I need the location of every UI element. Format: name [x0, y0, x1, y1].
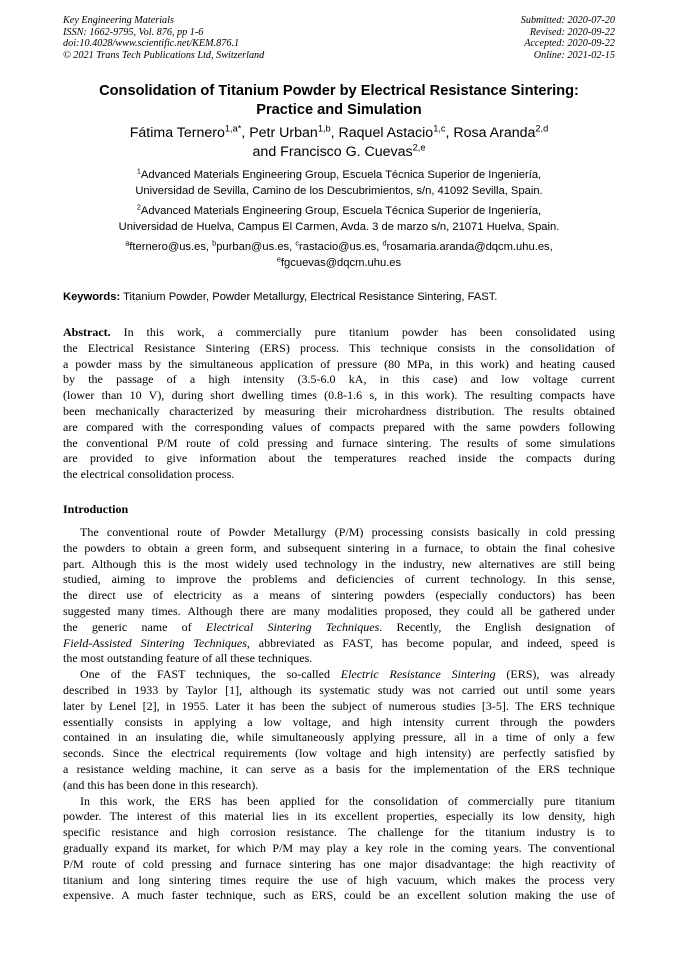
author-line — [40, 143, 638, 162]
email-line — [40, 239, 638, 255]
abstract-text: In this work, a commercially pure titanium powder has been consolidated using — [123, 325, 615, 339]
abstract-line: are provided to give information about the temperatures reached inside the compacts during — [63, 451, 615, 466]
paper-title — [40, 82, 638, 120]
affiliation-1 — [40, 167, 638, 199]
section-heading-introduction: Introduction — [63, 502, 129, 516]
affiliation-2 — [40, 203, 638, 235]
journal-issn: ISSN: 1662-9795, Vol. 876, pp 1-6 — [63, 26, 204, 38]
keywords-label: Keywords: — [63, 291, 121, 303]
date-online: Online: 2021-02-15 — [533, 49, 615, 61]
affiliation-text: Advanced Materials Engineering Group, Escuela Técnica Superior de Ingeniería, — [140, 169, 542, 181]
author-name: Petr Urban — [249, 125, 318, 141]
emphasis-text: Electric Resistance Sintering — [340, 667, 496, 682]
abstract-line: the conventional P/M route of cold pressing and furnace sintering. The results of some simulations — [63, 435, 615, 450]
email-mark: b — [212, 238, 217, 248]
body-line: essentially consists in applying a low voltage, and high intensity current through the powders — [63, 714, 615, 729]
email-address[interactable]: rastacio@us.es, — [299, 241, 383, 253]
author-affil-mark: 2,d — [535, 123, 549, 134]
body-text: , abbreviated as FAST, has become popular, and indeed, speed is — [246, 635, 615, 650]
email-mark: a — [125, 238, 130, 248]
affiliation-line — [40, 203, 638, 219]
email-address[interactable]: purban@us.es, — [216, 241, 296, 253]
author-affil-mark: 1,c — [433, 123, 446, 134]
journal-header-right — [521, 15, 615, 61]
emphasis-text: Field-Assisted Sintering Techniques — [63, 635, 247, 650]
body-line: specific resistance and high corrosion resistance. The challenge for the titanium industry is to — [63, 825, 615, 840]
journal-copyright: © 2021 Trans Tech Publications Ltd, Switzerland — [63, 49, 265, 61]
body-line: suggested many times. Although there are many modalities proposed, they could all be gathered under — [63, 603, 615, 618]
body-line: seconds. Since the electrical requirements (low voltage and high intensity) are perfectly satisfied by — [63, 746, 615, 761]
keywords-text: Titanium Powder, Powder Metallurgy, Electrical Resistance Sintering, FAST. — [123, 291, 498, 303]
author-separator: , — [445, 125, 454, 141]
affiliation-text: Advanced Materials Engineering Group, Escuela Técnica Superior de Ingeniería, — [140, 205, 542, 217]
body-line: contained in an insulating die, while simultaneously applying pressure, all in a time of only a few — [63, 730, 615, 745]
body-line: (and this has been done in this research). — [63, 777, 259, 792]
affiliation-mark: 2 — [136, 202, 141, 212]
body-line: powder. The interest of this material lies in its excellent properties, especially its low density, high — [63, 809, 615, 824]
body-line — [63, 636, 615, 652]
abstract-label: Abstract. — [63, 325, 111, 339]
body-line: part. Although this is the most widely used technology in the industry, new alternatives are still being — [63, 556, 615, 571]
body-line: expensive. A much faster technique, such as ERS, could be an excellent solution making the use of — [63, 888, 615, 903]
body-line: The conventional route of Powder Metallurgy (P/M) processing consists basically in cold pressing — [80, 525, 615, 539]
author-list — [40, 124, 638, 161]
journal-doi: doi:10.4028/www.scientific.net/KEM.876.1 — [63, 38, 240, 50]
author-name: Fátima Ternero — [129, 125, 225, 141]
body-line: In this work, the ERS has been applied for the consolidation of commercially pure titanium — [80, 793, 615, 808]
journal-name: Key Engineering Materials — [63, 15, 174, 26]
body-line — [63, 620, 615, 636]
affiliation-line: Universidad de Sevilla, Camino de los Descubrimientos, s/n, 41092 Sevilla, Spain. — [135, 185, 543, 197]
email-address[interactable]: fgcuevas@dqcm.uhu.es — [280, 257, 402, 269]
abstract-line: been mechanically characterized by measuring their microhardness distribution. The results obtained — [63, 403, 615, 418]
abstract-line — [63, 325, 615, 341]
body-line: titanium and long sintering times require the use of high vacuum, which makes the process very — [63, 872, 615, 887]
body-line: the powders to obtain a green form, and subsequent sintering in a furnace, to obtain the final cohesive — [63, 540, 615, 555]
author-affil-mark: 2,e — [412, 141, 426, 152]
author-emails — [40, 239, 638, 271]
abstract-line: the electrical consolidation process. — [63, 467, 235, 482]
affiliation-line: Universidad de Huelva, Campus El Carmen, Avda. 3 de marzo s/n, 21071 Huelva, Spain. — [118, 221, 560, 233]
body-line: studied, aiming to improve the problems and deficiencies of current technology. In this sense, — [63, 572, 615, 587]
title-line: Practice and Simulation — [256, 102, 422, 118]
body-line: gradually expand its market, for which P/M may play a key role in the coming years. The conventional — [63, 840, 615, 855]
introduction-body — [63, 525, 615, 904]
keywords — [63, 290, 615, 304]
body-line: P/M route of cold pressing and furnace sintering has one major disadvantage: the high reactivity of — [63, 856, 615, 871]
email-line — [40, 255, 638, 271]
author-name: and Francisco G. Cuevas — [252, 143, 413, 160]
author-name: Raquel Astacio — [338, 125, 434, 141]
email-mark: e — [276, 254, 281, 264]
author-line — [40, 124, 638, 143]
author-name: Rosa Aranda — [453, 125, 536, 141]
body-text: the generic name of — [63, 619, 206, 634]
abstract-line: by the passage of a high intensity (3.5-6.0 kA, in this case) and low voltage current — [63, 372, 615, 387]
body-line: a resistance welding machine, it can serve as a basis for the implementation of the ERS technique — [63, 761, 615, 776]
body-text: . Recently, the English designation of — [379, 619, 615, 634]
abstract-line: the Electrical Resistance Sintering (ERS) process. This technique consists in the consolidation of — [63, 340, 615, 355]
body-text: (ERS), was already — [495, 667, 615, 682]
date-accepted: Accepted: 2020-09-22 — [524, 38, 615, 50]
date-revised: Revised: 2020-09-22 — [529, 26, 615, 38]
body-line: described in 1933 by Taylor [1], although its systematic study was not carried out until some years — [63, 682, 615, 697]
abstract-line: a powder mass by the simultaneous application of pressure (80 MPa, in this work) and heating caused — [63, 356, 615, 371]
author-affil-mark: 1,a* — [224, 123, 242, 134]
email-mark: d — [382, 238, 387, 248]
body-text: One of the FAST techniques, the so-called — [80, 667, 341, 682]
abstract — [63, 325, 615, 483]
affiliation-line — [40, 167, 638, 183]
body-line: the direct use of electricity as a means of sintering powders (especially conductors) has been — [63, 588, 615, 603]
journal-header-left — [63, 15, 264, 61]
author-separator: , — [330, 125, 339, 141]
author-separator: , — [241, 125, 250, 141]
abstract-line: are compared with the corresponding values of compacts prepared with the same powders following — [63, 419, 615, 434]
abstract-line: (lower than 10 V), during short dwelling times (0.8-1.6 s, in this work). The resulting compacts have — [63, 388, 615, 403]
title-line: Consolidation of Titanium Powder by Electrical Resistance Sintering: — [99, 83, 579, 99]
date-submitted: Submitted: 2020-07-20 — [520, 15, 615, 26]
email-address[interactable]: fternero@us.es, — [129, 241, 213, 253]
author-affil-mark: 1,b — [317, 123, 331, 134]
emphasis-text: Electrical Sintering Techniques — [205, 619, 380, 634]
body-line: the most outstanding feature of all these techniques. — [63, 651, 313, 666]
email-mark: c — [295, 238, 299, 248]
email-address[interactable]: rosamaria.aranda@dqcm.uhu.es, — [386, 241, 553, 253]
body-line: later by Lenel [2], in 1955. Later it has been the subject of numerous studies [3-5]. The ERS technique — [63, 698, 615, 713]
body-line — [63, 667, 615, 683]
affiliation-mark: 1 — [136, 166, 141, 176]
